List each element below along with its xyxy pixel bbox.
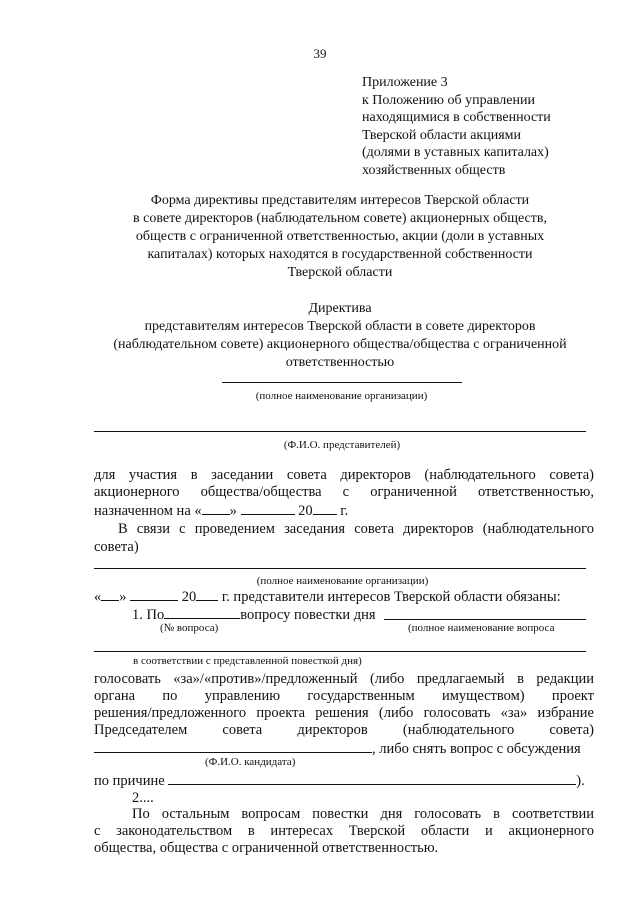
month-blank[interactable] xyxy=(241,502,295,515)
item-1-line: 1. По вопросу повестки дня xyxy=(132,607,376,623)
day-blank[interactable] xyxy=(202,502,230,515)
org-name-field-2[interactable] xyxy=(94,568,586,569)
item-2: 2.... xyxy=(132,790,154,806)
org-name-caption: (полное наименование организации) xyxy=(255,390,428,402)
appendix-line: хозяйственных обществ xyxy=(362,162,506,178)
page-number: 39 xyxy=(313,46,327,61)
form-title-line: в совете директоров (наблюдательном совете) акционерных обществ, xyxy=(133,211,547,226)
year-blank[interactable] xyxy=(313,502,337,515)
representatives-field[interactable] xyxy=(94,431,586,432)
appendix-line: Тверской области акциями xyxy=(362,127,521,143)
reason-blank[interactable] xyxy=(168,772,576,785)
directive-subtitle xyxy=(0,318,640,372)
body-line: для участия в заседании совета директоров (наблюдательного совета) xyxy=(94,467,594,483)
org-name-caption-2: (полное наименование организации) xyxy=(256,575,429,587)
form-title-line: Форма директивы представителям интересов Тверской области xyxy=(150,193,530,208)
candidate-line: , либо снять вопрос с обсуждения xyxy=(94,740,594,758)
reason-line: по причине ). xyxy=(94,773,585,789)
meeting-date-line: назначенном на « » 20 г. xyxy=(94,503,349,519)
question-name-field[interactable] xyxy=(384,619,586,620)
body-line: общества, общества с ограниченной ответственностью. xyxy=(94,840,439,856)
directive-line: ответственностью xyxy=(285,355,395,370)
directive-heading: Директива xyxy=(308,301,372,316)
candidate-caption: (Ф.И.О. кандидата) xyxy=(205,756,296,768)
per-agenda-caption: в соответствии с представленной повесткой дня) xyxy=(133,655,362,667)
question-number-caption: (№ вопроса) xyxy=(160,622,219,634)
appendix-line: к Положению об управлении xyxy=(362,92,535,108)
body-line: акционерного общества/общества с ограниченной ответственностью, xyxy=(94,484,594,500)
question-name-field-cont[interactable] xyxy=(94,651,586,652)
body-line: В связи с проведением заседания совета директоров (наблюдательного xyxy=(118,521,594,537)
form-title-line: капиталах) которых находятся в государственной собственности xyxy=(147,247,533,262)
body-line: с законодательством в интересах Тверской области и акционерного xyxy=(94,823,594,839)
candidate-blank[interactable] xyxy=(94,740,372,753)
question-number-blank[interactable] xyxy=(164,606,240,619)
directive-line: представителям интересов Тверской области в совете директоров xyxy=(144,319,536,334)
body-line: голосовать «за»/«против»/предложенный (либо предлагаемый в редакции xyxy=(94,671,594,687)
appendix-line: Приложение 3 xyxy=(362,75,448,90)
day-blank-2[interactable] xyxy=(101,588,119,601)
body-line: органа по управлению государственным имуществом) проект xyxy=(94,688,594,704)
question-name-caption: (полное наименование вопроса xyxy=(408,622,555,634)
date-line: « » 20 г. представители интересов Тверской области обязаны: xyxy=(94,589,561,605)
month-blank-2[interactable] xyxy=(130,588,178,601)
body-line: решения/предложенного проекта решения (либо голосовать «за» избрание xyxy=(94,705,594,721)
appendix-reference xyxy=(362,74,551,179)
body-line: По остальным вопросам повестки дня голосовать в соответствии xyxy=(132,806,594,822)
appendix-line: (долями в уставных капиталах) xyxy=(362,145,549,160)
form-title xyxy=(0,192,640,282)
representatives-caption: (Ф.И.О. представителей) xyxy=(283,439,401,451)
form-title-line: Тверской области xyxy=(287,265,393,280)
org-name-field[interactable] xyxy=(222,382,462,383)
body-line: Председателем совета директоров (наблюдательного совета) xyxy=(94,722,594,738)
appendix-line: находящимися в собственности xyxy=(362,110,551,125)
body-line: совета) xyxy=(94,539,139,555)
form-title-line: обществ с ограниченной ответственностью, акции (доли в уставных xyxy=(135,229,545,244)
directive-line: (наблюдательном совете) акционерного общества/общества с ограниченной xyxy=(113,337,567,352)
year-blank-2[interactable] xyxy=(196,588,218,601)
